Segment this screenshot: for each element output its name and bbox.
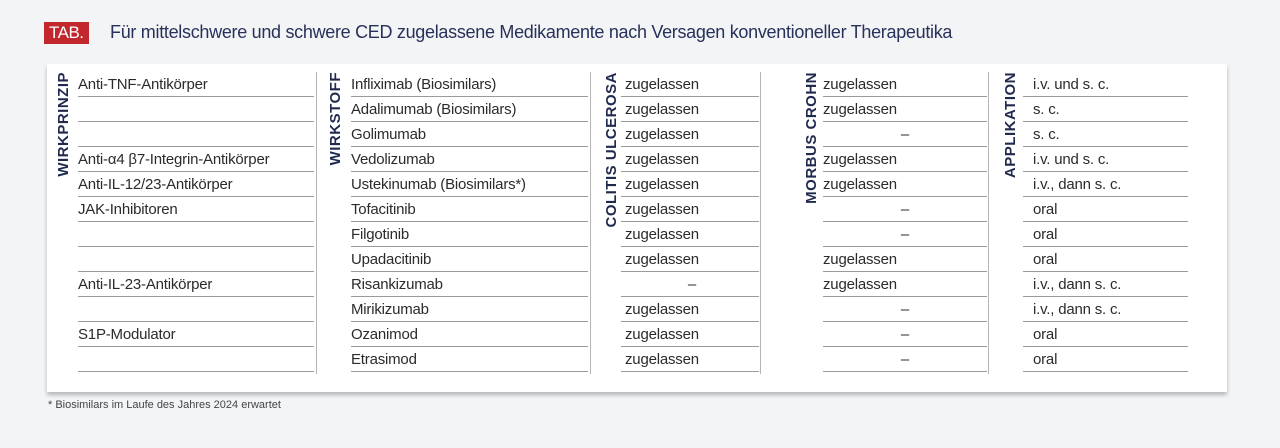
cell-mc: – xyxy=(823,297,987,322)
cell-app: i.v., dann s. c. xyxy=(1023,172,1188,197)
cell-app: i.v., dann s. c. xyxy=(1023,297,1188,322)
cell-mc: – xyxy=(823,322,987,347)
cell-cu: zugelassen xyxy=(621,172,759,197)
cell-wirkprinzip xyxy=(78,97,314,122)
cell-cu: zugelassen xyxy=(621,222,759,247)
medication-table xyxy=(47,64,1227,392)
cell-mc: zugelassen xyxy=(823,147,987,172)
cell-wirkstoff: Infliximab (Biosimilars) xyxy=(351,72,588,97)
cell-mc: – xyxy=(823,347,987,372)
divider xyxy=(316,72,317,374)
cell-wirkstoff: Adalimumab (Biosimilars) xyxy=(351,97,588,122)
cell-wirkprinzip: Anti-α4 β7-Integrin-Antikörper xyxy=(78,147,314,172)
column-colitis-ulcerosa xyxy=(621,72,759,372)
cell-cu: zugelassen xyxy=(621,322,759,347)
header-morbus-crohn: MORBUS CROHN xyxy=(803,72,820,204)
cell-mc: zugelassen xyxy=(823,97,987,122)
cell-wirkprinzip xyxy=(78,247,314,272)
cell-app: oral xyxy=(1023,322,1188,347)
cell-app: oral xyxy=(1023,222,1188,247)
cell-wirkstoff: Mirikizumab xyxy=(351,297,588,322)
table-badge: TAB. xyxy=(44,22,89,44)
cell-cu: zugelassen xyxy=(621,97,759,122)
cell-wirkstoff: Upadacitinib xyxy=(351,247,588,272)
cell-app: oral xyxy=(1023,197,1188,222)
cell-mc: zugelassen xyxy=(823,172,987,197)
cell-mc: – xyxy=(823,222,987,247)
cell-cu: zugelassen xyxy=(621,347,759,372)
cell-app: s. c. xyxy=(1023,97,1188,122)
column-wirkstoff xyxy=(351,72,588,372)
cell-cu: – xyxy=(621,272,759,297)
cell-wirkprinzip: S1P-Modulator xyxy=(78,322,314,347)
cell-mc: zugelassen xyxy=(823,272,987,297)
column-wirkprinzip xyxy=(78,72,314,372)
cell-app: i.v. und s. c. xyxy=(1023,147,1188,172)
cell-wirkstoff: Filgotinib xyxy=(351,222,588,247)
header-applikation: APPLIKATION xyxy=(1002,72,1019,179)
cell-wirkstoff: Golimumab xyxy=(351,122,588,147)
header-colitis-ulcerosa: COLITIS ULCEROSA xyxy=(603,72,620,228)
footnote: * Biosimilars im Laufe des Jahres 2024 erwartet xyxy=(48,399,281,411)
cell-app: i.v., dann s. c. xyxy=(1023,272,1188,297)
cell-cu: zugelassen xyxy=(621,297,759,322)
cell-wirkstoff: Vedolizumab xyxy=(351,147,588,172)
divider xyxy=(988,72,989,374)
cell-wirkprinzip: JAK-Inhibitoren xyxy=(78,197,314,222)
cell-app: oral xyxy=(1023,247,1188,272)
cell-wirkprinzip xyxy=(78,297,314,322)
cell-wirkprinzip xyxy=(78,122,314,147)
cell-wirkstoff: Etrasimod xyxy=(351,347,588,372)
cell-cu: zugelassen xyxy=(621,72,759,97)
cell-wirkprinzip xyxy=(78,222,314,247)
cell-app: oral xyxy=(1023,347,1188,372)
table-title: Für mittelschwere und schwere CED zugelassene Medikamente nach Versagen konventioneller Therapeutika xyxy=(110,22,953,42)
cell-wirkprinzip xyxy=(78,347,314,372)
cell-wirkstoff: Tofacitinib xyxy=(351,197,588,222)
header-wirkprinzip: WIRKPRINZIP xyxy=(55,72,72,177)
cell-cu: zugelassen xyxy=(621,147,759,172)
cell-app: i.v. und s. c. xyxy=(1023,72,1188,97)
column-applikation xyxy=(1023,72,1188,372)
cell-cu: zugelassen xyxy=(621,247,759,272)
cell-mc: – xyxy=(823,197,987,222)
cell-app: s. c. xyxy=(1023,122,1188,147)
cell-mc: – xyxy=(823,122,987,147)
cell-wirkstoff: Ozanimod xyxy=(351,322,588,347)
cell-wirkprinzip: Anti-IL-23-Antikörper xyxy=(78,272,314,297)
cell-wirkstoff: Ustekinumab (Biosimilars*) xyxy=(351,172,588,197)
cell-mc: zugelassen xyxy=(823,72,987,97)
column-morbus-crohn xyxy=(823,72,987,372)
divider xyxy=(590,72,591,374)
cell-wirkprinzip: Anti-IL-12/23-Antikörper xyxy=(78,172,314,197)
cell-cu: zugelassen xyxy=(621,197,759,222)
cell-wirkstoff: Risankizumab xyxy=(351,272,588,297)
header-wirkstoff: WIRKSTOFF xyxy=(327,72,344,166)
cell-wirkprinzip: Anti-TNF-Antikörper xyxy=(78,72,314,97)
cell-mc: zugelassen xyxy=(823,247,987,272)
cell-cu: zugelassen xyxy=(621,122,759,147)
divider xyxy=(760,72,761,374)
